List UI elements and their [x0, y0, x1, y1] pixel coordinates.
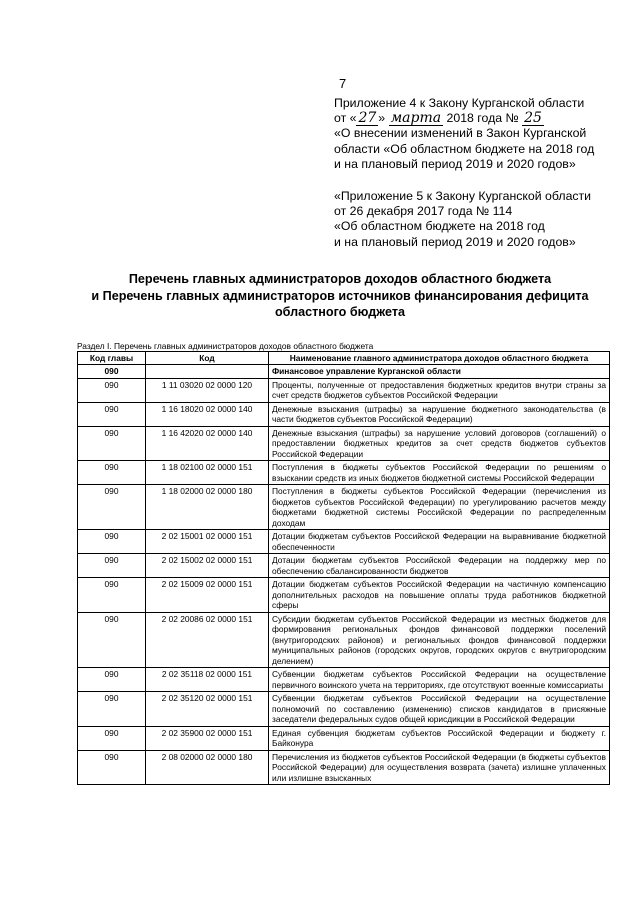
row-chapter: 090: [78, 692, 146, 727]
annex-previous-line: «Приложение 5 к Закону Курганской области: [334, 189, 592, 203]
row-chapter: 090: [78, 378, 146, 402]
row-name: Поступления в бюджеты субъектов Российской Федерации (перечисления из бюджетов субъектов Российской Федерации) по урегулированию расчетов между бюджетами бюджетной системы Российской Федерации по распределенным доходам: [269, 485, 610, 530]
group-chapter: 090: [78, 365, 146, 379]
row-chapter: 090: [78, 668, 146, 692]
group-code: [146, 365, 269, 379]
annex-current-line: и на плановый период 2019 и 2020 годов»: [334, 156, 576, 171]
row-code: 2 02 35118 02 0000 151: [146, 668, 269, 692]
table-row: [78, 554, 610, 578]
handwritten-law-number: 25: [524, 110, 542, 127]
table-row: [78, 726, 610, 750]
annex-current-line: Приложение 4 к Закону Курганской области: [334, 96, 585, 110]
row-name: Дотации бюджетам субъектов Российской Федерации на поддержку мер по обеспечению сбалансированности бюджетов: [269, 554, 610, 578]
annex-current-header: [334, 96, 594, 172]
row-chapter: 090: [78, 726, 146, 750]
annex-current-line: «О внесении изменений в Закон Курганской: [334, 126, 587, 141]
group-name: Финансовое управление Курганской области: [269, 365, 610, 379]
table-group-row: [78, 365, 610, 379]
row-name: Дотации бюджетам субъектов Российской Федерации на частичную компенсацию дополнительных расходов на повышение оплаты труда работников бюджетной сферы: [269, 578, 610, 613]
row-chapter: 090: [78, 750, 146, 785]
date-prefix: от «: [334, 111, 357, 126]
row-chapter: 090: [78, 554, 146, 578]
row-code: 2 02 15009 02 0000 151: [146, 578, 269, 613]
table-row: [78, 461, 610, 485]
table-row: [78, 692, 610, 727]
row-name: Перечисления из бюджетов субъектов Российской Федерации (в бюджеты субъектов Российской Федерации) для осуществления возврата (зачета) излишне уплаченных или излишне взысканных: [269, 750, 610, 785]
table-row: [78, 750, 610, 785]
title-line: и Перечень главных администраторов источников финансирования дефицита: [91, 288, 589, 303]
table-row: [78, 668, 610, 692]
row-code: 2 02 15001 02 0000 151: [146, 530, 269, 554]
row-chapter: 090: [78, 530, 146, 554]
table-row: [78, 485, 610, 530]
row-name: Дотации бюджетам субъектов Российской Федерации на выравнивание бюджетной обеспеченности: [269, 530, 610, 554]
administrators-table: [77, 351, 610, 785]
table-header-row: [78, 352, 610, 365]
row-code: 2 02 35120 02 0000 151: [146, 692, 269, 727]
row-chapter: 090: [78, 426, 146, 461]
date-year: 2018 года №: [443, 111, 523, 126]
document-title: [60, 271, 620, 321]
row-name: Субсидии бюджетам субъектов Российской Федерации из местных бюджетов для формирования региональных фондов финансовой поддержки поселений (внутригородских районов) и региональных фондов финансовой поддержки муниципальных районов (городских округов, городских округов с внутригородским делением): [269, 612, 610, 668]
row-code: 2 02 20086 02 0000 151: [146, 612, 269, 668]
page-number: 7: [339, 76, 347, 91]
row-name: Субвенции бюджетам субъектов Российской Федерации на осуществление полномочий по составлению (изменению) списков кандидатов в присяжные заседатели федеральных судов общей юрисдикции в Российской Федерации: [269, 692, 610, 727]
table-row: [78, 578, 610, 613]
section-label: Раздел I. Перечень главных администраторов доходов областного бюджета: [77, 341, 374, 351]
annex-previous-line: и на плановый период 2019 и 2020 годов»: [334, 234, 576, 249]
row-code: 1 16 18020 02 0000 140: [146, 402, 269, 426]
row-name: Единая субвенция бюджетам субъектов Российской Федерации и бюджету г. Байконура: [269, 726, 610, 750]
header-chapter-code: Код главы: [78, 352, 146, 365]
row-chapter: 090: [78, 578, 146, 613]
row-name: Поступления в бюджеты субъектов Российской Федерации по решениям о взыскании средств из иных бюджетов бюджетной системы Российской Федерации: [269, 461, 610, 485]
row-name: Денежные взыскания (штрафы) за нарушение условий договоров (соглашений) о предоставлении бюджетных кредитов за счет средств бюджетов субъектов Российской Федерации: [269, 426, 610, 461]
row-chapter: 090: [78, 402, 146, 426]
table-row: [78, 378, 610, 402]
annex-previous-line: от 26 декабря 2017 года № 114: [334, 204, 513, 219]
annex-previous-header: [334, 189, 591, 250]
annex-current-line: области «Об областном бюджете на 2018 год: [334, 141, 595, 156]
title-line: областного бюджета: [274, 305, 406, 319]
row-code: 2 02 15002 02 0000 151: [146, 554, 269, 578]
header-code: Код: [146, 352, 269, 365]
annex-previous-line: «Об областном бюджете на 2018 год: [334, 219, 545, 234]
row-name: Денежные взыскания (штрафы) за нарушение бюджетного законодательства (в части бюджетов субъектов Российской Федерации): [269, 402, 610, 426]
header-name: Наименование главного администратора доходов областного бюджета: [269, 352, 610, 365]
row-chapter: 090: [78, 485, 146, 530]
row-code: 1 18 02100 02 0000 151: [146, 461, 269, 485]
handwritten-month: марта: [390, 110, 442, 127]
annex-current-date-line: [334, 111, 594, 126]
date-mid: »: [378, 111, 389, 126]
table-row: [78, 612, 610, 668]
row-code: 1 11 03020 02 0000 120: [146, 378, 269, 402]
title-line: Перечень главных администраторов доходов областного бюджета: [128, 272, 552, 286]
row-chapter: 090: [78, 461, 146, 485]
row-chapter: 090: [78, 612, 146, 668]
row-name: Проценты, полученные от предоставления бюджетных кредитов внутри страны за счет средств бюджетов субъектов Российской Федерации: [269, 378, 610, 402]
table-row: [78, 402, 610, 426]
table-row: [78, 530, 610, 554]
row-name: Субвенции бюджетам субъектов Российской Федерации на осуществление первичного воинского учета на территориях, где отсутствуют военные комиссариаты: [269, 668, 610, 692]
row-code: 2 08 02000 02 0000 180: [146, 750, 269, 785]
table-row: [78, 426, 610, 461]
row-code: 1 18 02000 02 0000 180: [146, 485, 269, 530]
row-code: 1 16 42020 02 0000 140: [146, 426, 269, 461]
row-code: 2 02 35900 02 0000 151: [146, 726, 269, 750]
handwritten-day: 27: [358, 110, 377, 127]
